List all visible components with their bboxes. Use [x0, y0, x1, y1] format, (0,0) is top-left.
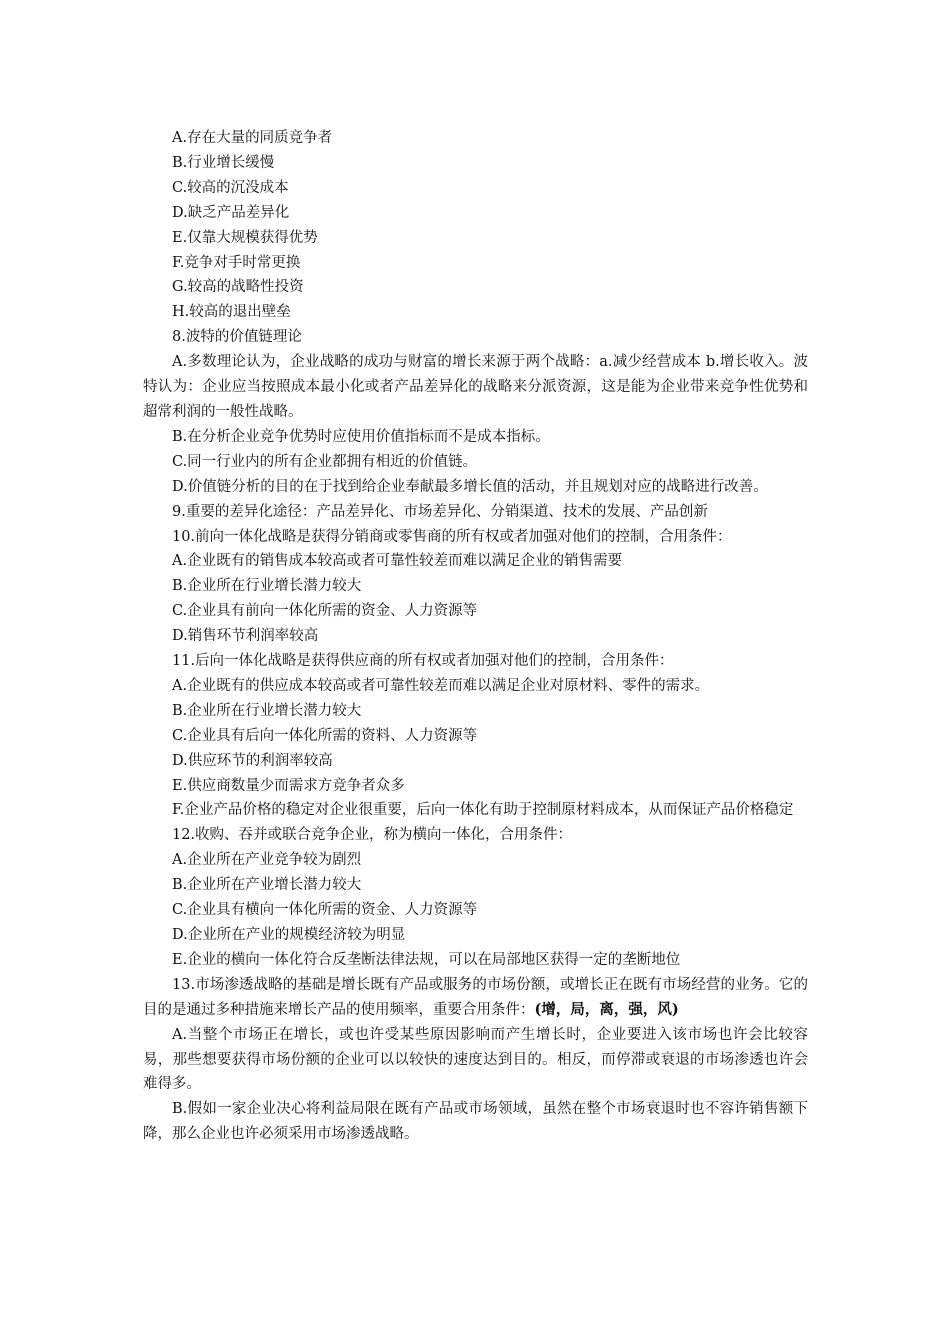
paragraph-text: B.行业增长缓慢 [172, 154, 275, 171]
document-page [143, 126, 808, 1147]
paragraph-text: B.企业所在产业增长潜力较大 [172, 877, 362, 894]
paragraph-text: D.缺乏产品差异化 [172, 204, 290, 221]
paragraph-text: H.较高的退出壁垒 [172, 304, 291, 321]
paragraph-text: E.供应商数量少而需求方竞争者众多 [172, 777, 405, 794]
paragraph-text: 12.收购、吞并或联合竞争企业，称为横向一体化，合用条件： [172, 827, 573, 844]
paragraph-text: 8.波特的价值链理论 [172, 329, 302, 346]
paragraph [143, 425, 808, 450]
paragraph [143, 749, 808, 774]
paragraph-text: C.企业具有后向一体化所需的资料、人力资源等 [172, 727, 478, 744]
paragraph-text: A.企业既有的供应成本较高或者可靠性较差而难以满足企业对原材料、零件的需求。 [172, 677, 710, 694]
paragraph-text: F.企业产品价格的稳定对企业很重要，后向一体化有助于控制原材料成本，从而保证产品价格稳定 [172, 802, 794, 819]
paragraph [143, 774, 808, 799]
paragraph [143, 350, 808, 425]
paragraph-text: 10.前向一体化战略是获得分销商或零售商的所有权或者加强对他们的控制，合用条件： [172, 528, 732, 545]
paragraph-text: 11.后向一体化战略是获得供应商的所有权或者加强对他们的控制，合用条件： [172, 653, 674, 670]
paragraph [143, 674, 808, 699]
paragraph-text: 13.市场渗透战略的基础是增长既有产品或服务的市场份额，或增长正在既有市场经营的业务。它的目的是通过多种措施来增长产品的使用频率，重要合用条件： [143, 976, 808, 1018]
paragraph-text: B.企业所在行业增长潜力较大 [172, 702, 362, 719]
paragraph [143, 126, 808, 151]
paragraph-text: A.当整个市场正在增长，或也许受某些原因影响而产生增长时，企业要进入该市场也许会比较容易，那些想要获得市场份额的企业可以以较快的速度达到目的。相反，而停滞或衰退的市场渗透也许会难得多。 [143, 1026, 808, 1093]
paragraph-text: F.竞争对手时常更换 [172, 254, 301, 271]
paragraph [143, 201, 808, 226]
paragraph [143, 973, 808, 1023]
paragraph-text: D.价值链分析的目的在于找到给企业奉献最多增长值的活动，并且规划对应的战略进行改善。 [172, 478, 768, 495]
paragraph [143, 475, 808, 500]
paragraph [143, 226, 808, 251]
paragraph [143, 300, 808, 325]
paragraph-text: A.企业所在产业竞争较为剧烈 [172, 852, 362, 869]
paragraph-text: E.仅靠大规模获得优势 [172, 229, 318, 246]
paragraph-text: B.在分析企业竞争优势时应使用价值指标而不是成本指标。 [172, 428, 550, 445]
paragraph [143, 450, 808, 475]
paragraph-text: 9.重要的差异化途径：产品差异化、市场差异化、分销渠道、技术的发展、产品创新 [172, 503, 708, 520]
paragraph [143, 251, 808, 276]
paragraph-text: D.企业所在产业的规模经济较为明显 [172, 927, 406, 943]
paragraph-text: G.较高的战略性投资 [172, 279, 304, 296]
paragraph [143, 325, 808, 350]
paragraph-text: C.企业具有横向一体化所需的资金、人力资源等 [172, 902, 478, 919]
paragraph [143, 151, 808, 176]
paragraph [143, 525, 808, 550]
paragraph-text: C.企业具有前向一体化所需的资金、人力资源等 [172, 603, 478, 620]
paragraph-bold-text: (增，局，离，强，风) [534, 1000, 679, 1018]
paragraph-text: A.企业既有的销售成本较高或者可靠性较差而难以满足企业的销售需要 [172, 553, 623, 570]
paragraph-text: C.同一行业内的所有企业都拥有相近的价值链。 [172, 453, 478, 470]
paragraph [143, 848, 808, 873]
paragraph [143, 275, 808, 300]
paragraph [143, 1023, 808, 1098]
paragraph [143, 599, 808, 624]
paragraph [143, 923, 808, 948]
paragraph [143, 574, 808, 599]
paragraph [143, 176, 808, 201]
paragraph [143, 798, 808, 823]
paragraph [143, 624, 808, 649]
paragraph-text: B.企业所在行业增长潜力较大 [172, 578, 362, 595]
paragraph [143, 699, 808, 724]
paragraph-text: E.企业的横向一体化符合反垄断法律法规，可以在局部地区获得一定的垄断地位 [172, 951, 681, 968]
paragraph-text: A.存在大量的同质竞争者 [172, 130, 333, 146]
paragraph [143, 500, 808, 525]
paragraph [143, 823, 808, 848]
paragraph [143, 873, 808, 898]
paragraph [143, 724, 808, 749]
paragraph-text: C.较高的沉没成本 [172, 179, 289, 196]
paragraph-text: D.供应环节的利润率较高 [172, 752, 333, 769]
paragraph [143, 649, 808, 674]
paragraph [143, 549, 808, 574]
paragraph-text: A.多数理论认为，企业战略的成功与财富的增长来源于两个战略：a.减少经营成本 b.增长收入。波特认为：企业应当按照成本最小化或者产品差异化的战略来分派资源，这是能为企业带来竞争性优势和超常利润的一般性战略。 [143, 354, 808, 420]
paragraph [143, 1097, 808, 1147]
paragraph [143, 898, 808, 923]
paragraph-text: D.销售环节利润率较高 [172, 628, 319, 645]
paragraph [143, 948, 808, 973]
paragraph-text: B.假如一家企业决心将利益局限在既有产品或市场领域，虽然在整个市场衰退时也不容许销售额下降，那么企业也许必须采用市场渗透战略。 [143, 1101, 808, 1143]
